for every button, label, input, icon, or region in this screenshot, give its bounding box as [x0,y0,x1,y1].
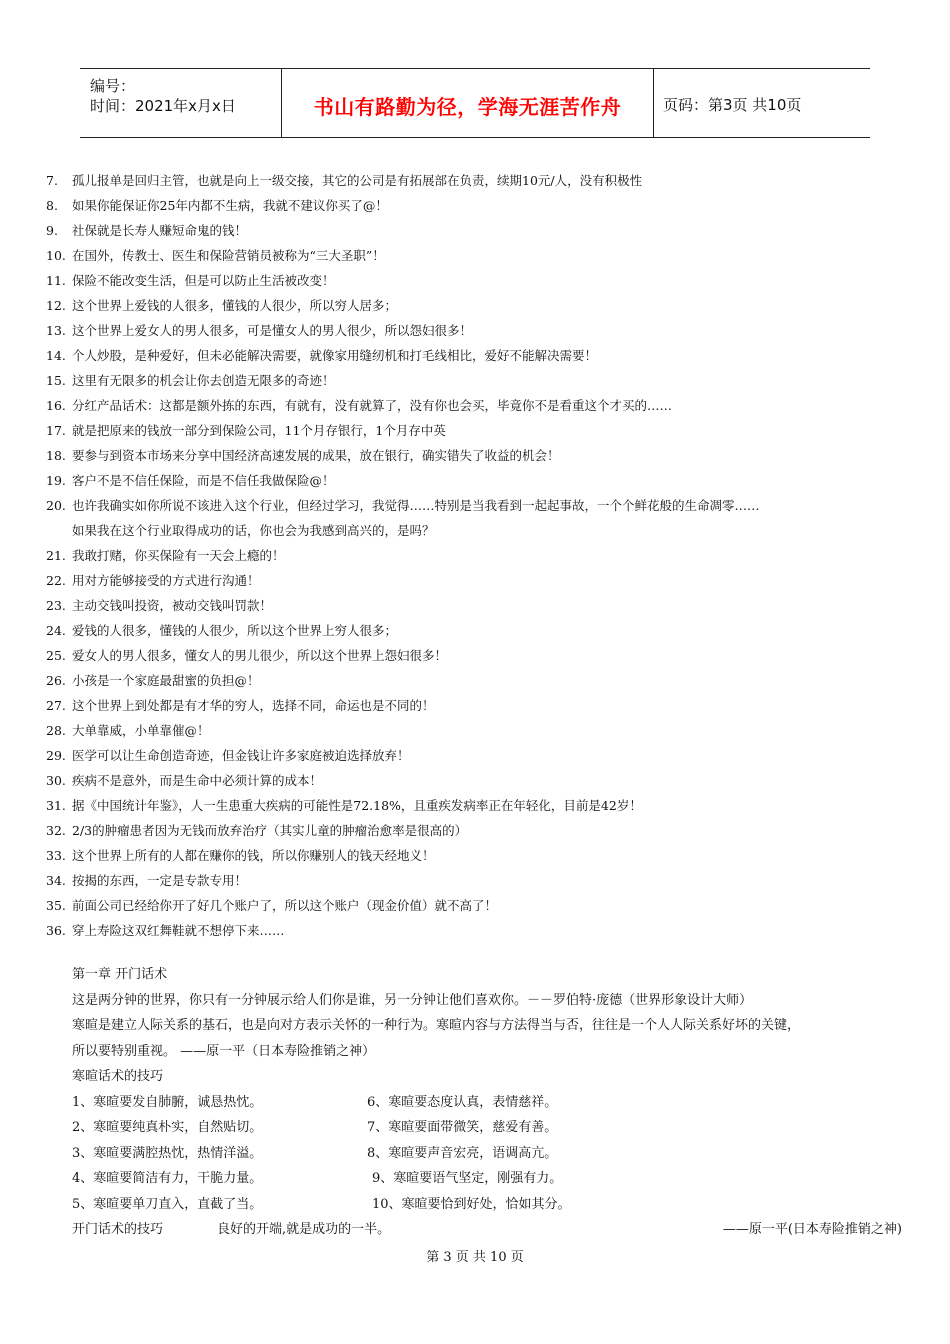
list-item [46,818,926,843]
opening-skills-title: 开门话术的技巧 [72,1222,164,1237]
date-label: 时间：2021年x月x日 [90,97,236,115]
list-item [46,643,926,668]
item-number: 7. [46,173,58,188]
item-text: 疾病不是意外，而是生命中必须计算的成本！ [72,773,323,788]
tip-row [72,1192,912,1218]
list-item [46,243,926,268]
item-number: 34. [46,873,66,888]
item-text: 小孩是一个家庭最甜蜜的负担@！ [72,673,260,688]
opening-skills-line [72,1217,912,1243]
list-item [46,618,926,643]
item-number: 14. [46,348,66,363]
item-number: 24. [46,623,66,638]
item-text: 要参与到资本市场来分享中国经济高速发展的成果，放在银行，确实错失了收益的机会！ [72,448,560,463]
item-number: 27. [46,698,66,713]
item-number: 17. [46,423,66,438]
number-label: 编号： [90,77,136,95]
item-number: 21. [46,548,66,563]
document-header [80,68,870,138]
item-number: 35. [46,898,66,913]
list-item [46,318,926,343]
item-text: 穿上寿险这双红舞鞋就不想停下来…… [72,923,285,938]
tip-right: 7、寒暄要面带微笑，慈爱有善。 [367,1120,558,1135]
page-footer: 第 3 页 共 10 页 [426,1250,524,1265]
list-item [46,443,926,468]
item-number: 32. [46,823,66,838]
item-number: 36. [46,923,66,938]
list-item [46,718,926,743]
tip-row [72,1141,912,1167]
list-item [46,468,926,493]
item-text: 前面公司已经给你开了好几个账户了，所以这个账户（现金价值）就不高了！ [72,898,498,913]
item-number: 30. [46,773,66,788]
tip-right: 8、寒暄要声音宏亮，语调高亢。 [367,1145,558,1161]
item-text: 在国外，传教士、医生和保险营销员被称为“三大圣职”！ [72,248,385,263]
greeting-paragraph-line2: 所以要特别重视。 ——原一平（日本寿险推销之神） [72,1043,376,1059]
tip-left: 5、寒暄要单刀直入，直截了当。 [72,1196,263,1212]
item-text: 2/3的肿瘤患者因为无钱而放弃治疗（其实儿童的肿瘤治愈率是很高的） [72,823,468,838]
tip-row [72,1166,912,1192]
item-text: 也许我确实如你所说不该进入这个行业，但经过学习，我觉得……特别是当我看到一起起事故，一个个鲜花般的生命凋零…… [72,498,760,513]
greeting-paragraph-line1: 寒暄是建立人际关系的基石，也是向对方表示关怀的一种行为。寒暄内容与方法得当与否，往往是一个人人际关系好坏的关键， [72,1018,801,1033]
list-item [46,193,926,218]
item-number: 19. [46,473,66,488]
item-number: 20. [46,498,66,513]
list-item [46,168,926,193]
item-text: 就是把原来的钱放一部分到保险公司，11个月存银行，1个月存中英 [72,423,446,438]
tip-left: 2、寒暄要纯真朴实，自然贴切。 [72,1120,263,1135]
list-item [46,918,926,943]
list-item [46,893,926,918]
item-text: 孤儿报单是回归主管，也就是向上一级交接，其它的公司是有拓展部在负责，续期10元/人，没有积极性 [72,173,643,188]
chapter-section [72,962,912,1243]
tip-right: 9、寒暄要语气坚定，刚强有力。 [372,1171,563,1186]
item-text: 客户不是不信任保险，而是不信任我做保险@！ [72,473,335,488]
item-text: 保险不能改变生活，但是可以防止生活被改变！ [72,273,335,288]
list-item [46,668,926,693]
item-number: 33. [46,848,66,863]
item-number: 10. [46,248,66,263]
quote-paragraph: 这是两分钟的世界，你只有一分钟展示给人们你是谁，另一分钟让他们喜欢你。－－罗伯特·庞德（世界形象设计大师） [72,992,753,1008]
item-number: 16. [46,398,66,413]
list-item [46,743,926,768]
skills-title: 寒暄话术的技巧 [72,1069,164,1084]
tip-left: 4、寒暄要简洁有力，干脆力量。 [72,1171,263,1186]
item-number: 18. [46,448,66,463]
header-motto-cell [281,69,654,137]
tip-left: 1、寒暄要发自肺腑，诚恳热忱。 [72,1094,263,1110]
item-text: 这个世界上爱钱的人很多，懂钱的人很少，所以穷人居多； [72,298,398,313]
item-text: 社保就是长寿人赚短命鬼的钱！ [72,223,248,238]
item-text-continuation: 如果我在这个行业取得成功的话，你也会为我感到高兴的，是吗？ [72,523,435,538]
item-text: 爱钱的人很多，懂钱的人很少，所以这个世界上穷人很多； [72,623,398,638]
chapter-title: 第一章 开门话术 [72,967,168,982]
list-item [46,418,926,443]
item-text: 这个世界上爱女人的男人很多，可是懂女人的男人很少，所以怨妇很多！ [72,323,473,338]
item-text: 用对方能够接受的方式进行沟通！ [72,573,260,588]
tip-row [72,1090,912,1116]
item-text: 主动交钱叫投资，被动交钱叫罚款！ [72,598,273,613]
item-text: 这里有无限多的机会让你去创造无限多的奇迹！ [72,373,335,388]
list-item [46,293,926,318]
list-item [46,693,926,718]
item-number: 13. [46,323,66,338]
item-text: 按揭的东西，一定是专款专用！ [72,873,248,888]
item-number: 31. [46,798,66,813]
tip-left: 3、寒暄要满腔热忱，热情洋溢。 [72,1145,263,1161]
numbered-list [46,168,926,943]
item-number: 29. [46,748,66,763]
opening-skills-attribution: ——原一平(日本寿险推销之神) [722,1222,902,1237]
item-number: 22. [46,573,66,588]
list-item [46,593,926,618]
item-number: 8. [46,198,58,213]
list-item [46,218,926,243]
item-number: 25. [46,648,66,663]
item-number: 23. [46,598,66,613]
list-item [46,393,926,418]
page-label: 页码：第3页 共10页 [663,96,802,114]
list-item [46,368,926,393]
list-item [46,843,926,868]
header-meta-cell [80,69,280,137]
item-number: 9. [46,223,58,238]
item-text: 这个世界上到处都是有才华的穷人，选择不同，命运也是不同的！ [72,698,435,713]
list-item [46,493,926,518]
item-text: 爱女人的男人很多，懂女人的男儿很少，所以这个世界上怨妇很多！ [72,648,448,663]
list-item [46,793,926,818]
list-item [46,868,926,893]
item-number: 28. [46,723,66,738]
tip-row [72,1115,912,1141]
item-number: 12. [46,298,66,313]
item-number: 11. [46,273,66,288]
item-text: 大单靠威，小单靠催@！ [72,723,210,738]
list-item [46,343,926,368]
item-text: 个人炒股，是种爱好，但未必能解决需要，就像家用缝纫机和打毛线相比，爱好不能解决需要！ [72,348,598,363]
item-text: 据《中国统计年鉴》，人一生患重大疾病的可能性是72.18%，且重疾发病率正在年轻化，目前是42岁！ [72,798,642,813]
list-item [46,568,926,593]
header-page-cell [653,69,870,137]
tip-right: 6、寒暄要态度认真，表情慈祥。 [367,1094,558,1110]
item-text: 我敢打赌，你买保险有一天会上瘾的！ [72,548,285,563]
list-item [46,268,926,293]
item-text: 如果你能保证你25年内都不生病，我就不建议你买了@！ [72,198,388,213]
item-number: 26. [46,673,66,688]
item-text: 分红产品话术：这都是额外拣的东西，有就有，没有就算了，没有你也会买，毕竟你不是看重这个才买的…… [72,398,673,413]
list-item [46,543,926,568]
list-item [46,768,926,793]
tip-right: 10、寒暄要恰到好处，恰如其分。 [372,1196,571,1212]
item-text: 医学可以让生命创造奇迹，但金钱让许多家庭被迫选择放弃！ [72,748,410,763]
motto: 书山有路勤为径，学海无涯苦作舟 [313,95,622,119]
item-number: 15. [46,373,66,388]
opening-skills-text: 良好的开端,就是成功的一半。 [217,1222,391,1237]
item-text: 这个世界上所有的人都在赚你的钱，所以你赚别人的钱天经地义！ [72,848,435,863]
